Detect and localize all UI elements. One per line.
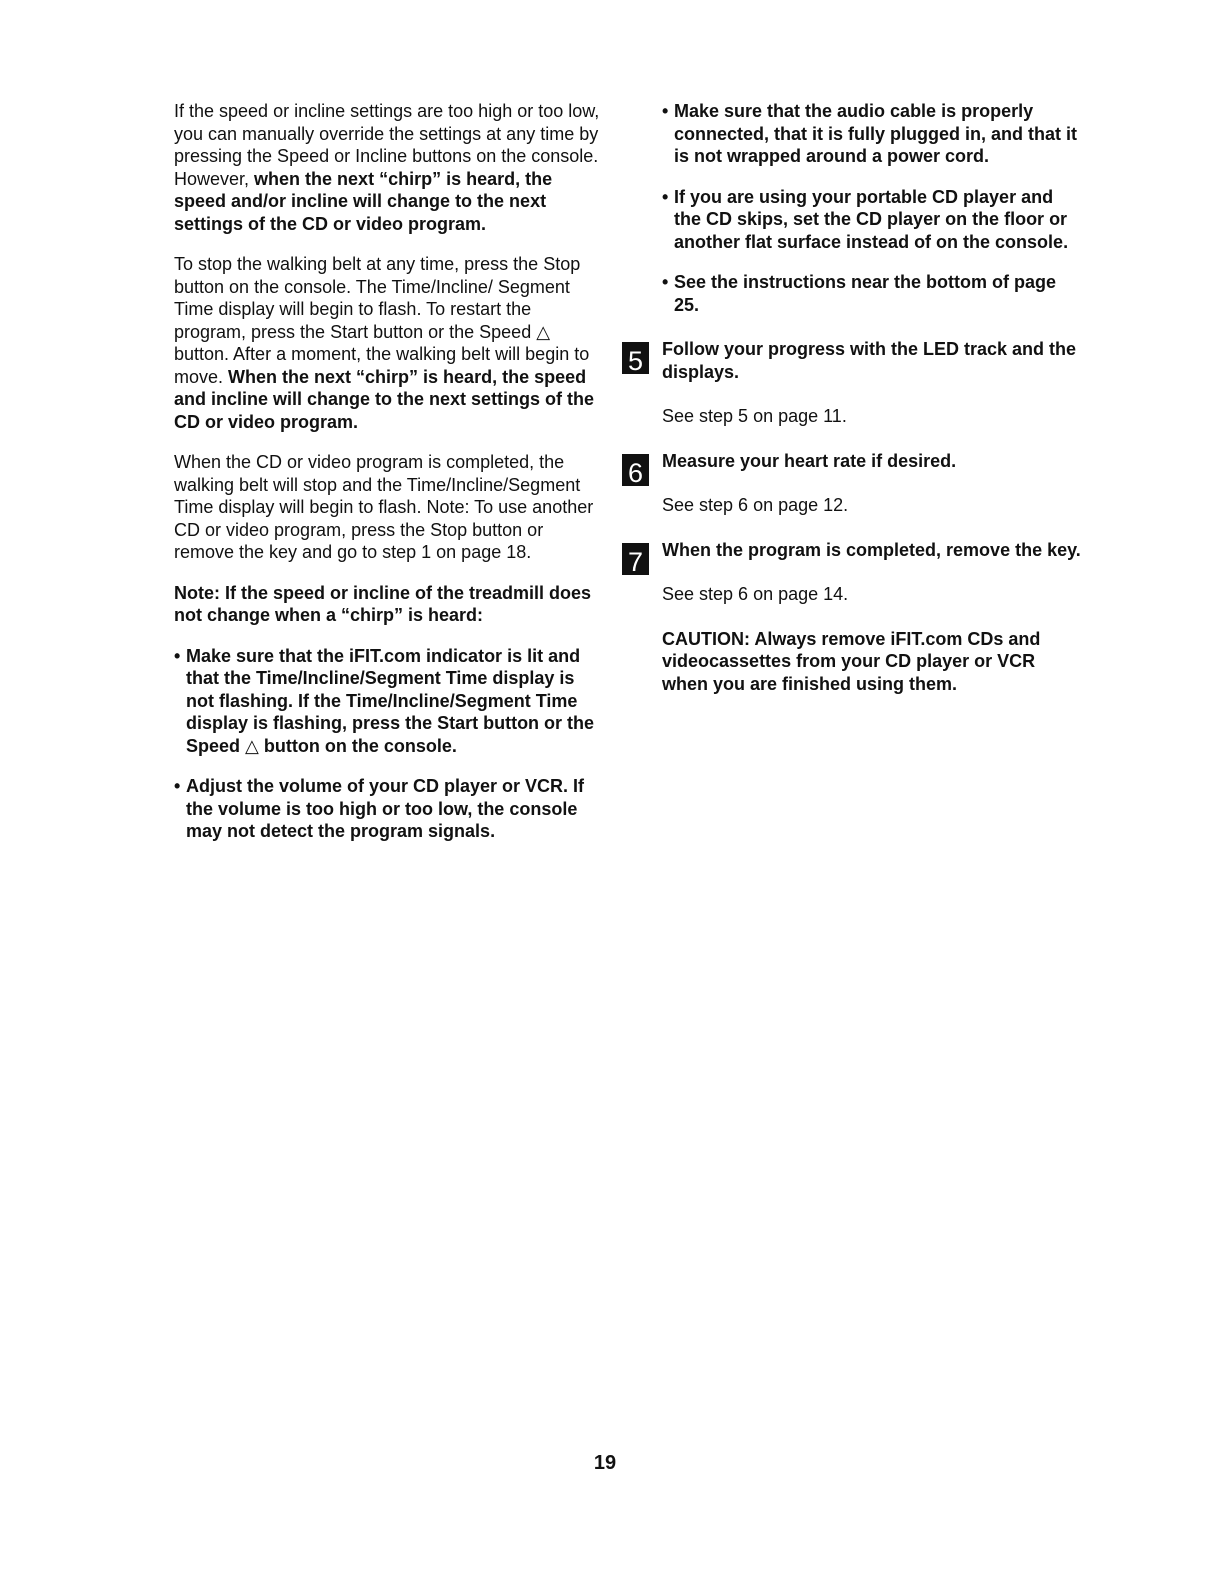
step-number-badge: 6 — [622, 454, 649, 486]
list-item — [662, 186, 1082, 254]
step-body: See step 5 on page 11. — [662, 406, 847, 426]
bullet-icon: • — [174, 776, 181, 796]
left-column — [174, 100, 602, 861]
step-number-badge: 5 — [622, 342, 649, 374]
step-heading: When the program is completed, remove the key. — [662, 539, 1081, 560]
paragraph-override-bold: when the next “chirp” is heard, the speed and/or incline will change to the next settings of the CD or video program. — [174, 168, 553, 234]
list-item-text: If you are using your portable CD player and the CD skips, set the CD player on the floor or another flat surface instead of on the console. — [674, 186, 1069, 252]
page-number: 19 — [593, 1452, 617, 1474]
bullet-icon: • — [662, 272, 669, 292]
list-item-text: Make sure that the audio cable is properly connected, that it is fully plugged in, and that it is not wrapped around a power cord. — [674, 101, 1078, 166]
caution-text: CAUTION: Always remove iFIT.com CDs and videocassettes from your CD player or VCR when you are finished using them. — [662, 628, 1041, 694]
step-number-badge: 7 — [622, 543, 649, 575]
step-body: See step 6 on page 12. — [662, 495, 849, 515]
list-item — [174, 775, 602, 843]
list-item-text: See the instructions near the bottom of page 25. — [674, 272, 1057, 315]
list-item — [174, 645, 602, 758]
step-6 — [627, 450, 1082, 517]
bullet-icon: • — [662, 101, 669, 121]
paragraph-stop-regular: To stop the walking belt at any time, press the Stop button on the console. The Time/Incline/ Segment Time display will begin to flash. To restart the program, press the Start button or the Speed △ button. After a moment, the walking belt will begin to move. — [174, 254, 590, 387]
step-heading: Follow your progress with the LED track and the displays. — [662, 339, 1077, 382]
step-5 — [627, 338, 1082, 428]
bullet-icon: • — [662, 186, 669, 207]
paragraph-stop-bold: When the next “chirp” is heard, the speed and incline will change to the next settings of the CD or video program. — [174, 366, 595, 432]
step-heading: Measure your heart rate if desired. — [662, 450, 957, 471]
note-heading: Note: If the speed or incline of the treadmill does not change when a “chirp” is heard: — [174, 582, 592, 625]
paragraph-completed: When the CD or video program is completed, the walking belt will stop and the Time/Incline/Segment Time display will begin to flash. Note: To use another CD or video program, press the Stop button or remove the key and go to step 1 on page 18. — [174, 452, 594, 562]
list-item — [662, 100, 1082, 168]
paragraph-stop — [174, 253, 602, 433]
step-7 — [627, 539, 1082, 606]
paragraph-override — [174, 100, 602, 235]
paragraph-override-regular: If the speed or incline settings are too high or too low, you can manually override the settings at any time by pressing the Speed or Incline buttons on the console. However, — [174, 101, 600, 189]
list-item — [662, 271, 1082, 316]
list-item-text: Make sure that the iFIT.com indicator is lit and that the Time/Incline/Segment Time display is not flashing. If the Time/Incline/Segment Time display is flashing, press the Start button or the Speed △ button on the console. — [186, 645, 595, 756]
bullet-icon: • — [174, 645, 181, 666]
right-column — [627, 100, 1082, 695]
list-item-text: Adjust the volume of your CD player or VCR. If the volume is too high or too low, the console may not detect the program signals. — [186, 776, 585, 841]
step-body: See step 6 on page 14. — [662, 584, 849, 604]
